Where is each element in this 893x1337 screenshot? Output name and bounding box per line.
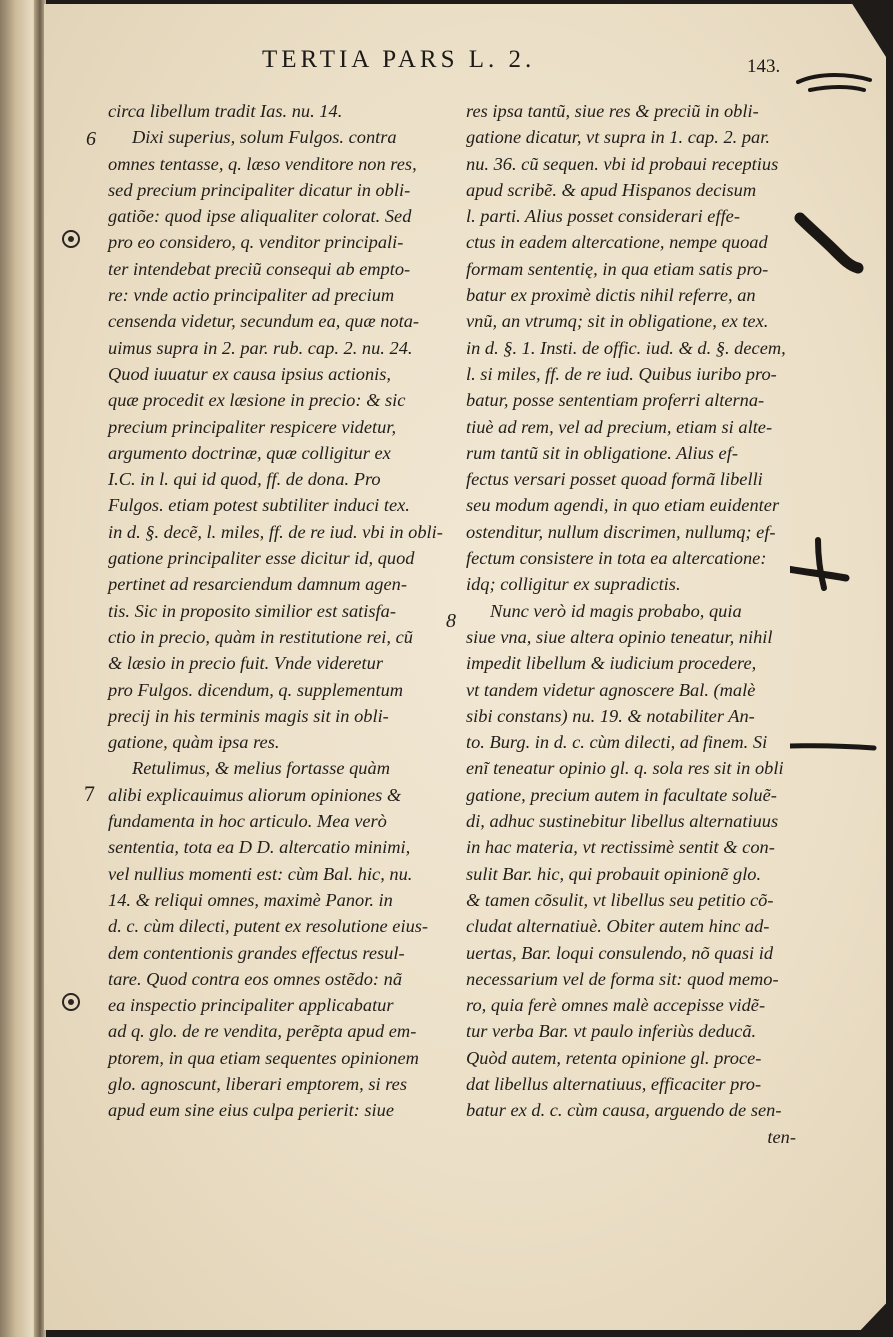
text-line: tare. Quod contra eos omnes ostẽdo: nã — [108, 968, 403, 989]
text-column-right — [466, 98, 796, 1150]
text-line: gatione dicatur, vt supra in 1. cap. 2. par. — [466, 127, 770, 148]
text-line: alibi explicauimus aliorum opiniones & — [108, 784, 402, 805]
text-line: l. parti. Alius posset considerari effe- — [466, 206, 740, 227]
text-line: dat libellus alternatiuus, efficaciter pro- — [466, 1073, 762, 1094]
text-line: fectum consistere in tota ea altercatione: — [466, 548, 767, 569]
text-line: fectus versari posset quoad formã libelli — [466, 469, 763, 490]
text-line: vt tandem videtur agnoscere Bal. (malè — [466, 679, 756, 700]
text-line: batur, posse sententiam proferri alterna- — [466, 390, 765, 411]
text-line: tis. Sic in proposito similior est satisfa- — [108, 600, 396, 621]
text-line: dem contentionis grandes effectus resul- — [108, 942, 405, 963]
circled-dot-marginal-mark — [62, 230, 80, 248]
text-line: circa libellum tradit Ias. nu. 14. — [108, 101, 343, 121]
text-line: in d. §. 1. Insti. de offic. iud. & d. §. decem, — [466, 337, 786, 358]
text-line: gatione, quàm ipsa res. — [108, 732, 280, 753]
text-line: ea inspectio principaliter applicabatur — [108, 995, 394, 1016]
text-line: in d. §. decẽ, l. miles, ff. de re iud. vbi in obli- — [108, 521, 443, 542]
text-line: Quòd autem, retenta opinione gl. proce- — [466, 1047, 762, 1068]
text-line: di, adhuc sustinebitur libellus alternatiuus — [466, 811, 779, 832]
text-line: l. si miles, ff. de re iud. Quibus iuribo pro- — [466, 363, 777, 384]
text-line: to. Burg. in d. c. cùm dilecti, ad finem. Si — [466, 732, 768, 753]
ink-marginal-marks — [790, 60, 893, 800]
text-line: tur verba Bar. vt paulo inferiùs deducã. — [466, 1021, 757, 1042]
text-line: censenda videtur, secundum ea, quæ nota- — [108, 311, 420, 332]
text-line: sibi constans) nu. 19. & notabiliter An- — [466, 705, 755, 726]
text-line: d. c. cùm dilecti, putent ex resolutione eius- — [108, 916, 429, 937]
text-line: ctus in eadem altercatione, nempe quoad — [466, 232, 768, 253]
text-line: ptorem, in qua etiam sequentes opinionem — [108, 1047, 419, 1068]
circled-dot-marginal-mark — [62, 993, 80, 1011]
text-line: Quod iuuatur ex causa ipsius actionis, — [108, 363, 391, 384]
text-line: rum tantũ sit in obligatione. Alius ef- — [466, 442, 738, 463]
text-line: seu modum agendi, in quo etiam euidenter — [466, 495, 780, 516]
text-line: vnũ, an vtrumq; sit in obligatione, ex tex. — [466, 311, 769, 332]
text-line: ad q. glo. de re vendita, perẽpta apud em- — [108, 1021, 417, 1042]
text-line: fundamenta in hoc articulo. Mea verò — [108, 811, 387, 832]
text-line: pertinet ad resarciendum damnum agen- — [108, 574, 407, 595]
text-line: res ipsa tantũ, siue res & preciũ in obli- — [466, 101, 759, 121]
text-line: Retulimus, & melius fortasse quàm — [132, 758, 390, 779]
text-line: ter intendebat preciũ consequi ab empto- — [108, 258, 411, 279]
text-line: tiuè ad rem, vel ad precium, etiam si alte- — [466, 416, 773, 437]
text-line: necessarium vel de forma sit: quod memo- — [466, 968, 779, 989]
text-line: glo. agnoscunt, liberari emptorem, si res — [108, 1073, 407, 1094]
text-line: batur ex proximè dictis nihil referre, an — [466, 285, 756, 306]
text-line: Fulgos. etiam potest subtiliter induci tex. — [108, 495, 410, 516]
text-line: cludat alternatiuè. Obiter autem hinc ad- — [466, 916, 770, 937]
text-line: gatiõe: quod ipse aliqualiter colorat. Sed — [108, 206, 412, 227]
text-line: pro eo considero, q. venditor principali- — [108, 232, 404, 253]
text-line: quæ procedit ex læsione in precio: & sic — [108, 390, 406, 411]
text-line: precij in his terminis magis sit in obli- — [108, 705, 389, 726]
page-number: 143. — [747, 56, 781, 77]
text-line: argumento doctrinæ, quæ colligitur ex — [108, 442, 391, 463]
text-line: batur ex d. c. cùm causa, arguendo de sen- — [466, 1100, 782, 1121]
text-line: ten- — [767, 1126, 796, 1147]
text-line: pro Fulgos. dicendum, q. supplementum — [108, 679, 404, 700]
text-line: 14. & reliqui omnes, maximè Panor. in — [108, 889, 393, 910]
text-line: impedit libellum & iudicium procedere, — [466, 653, 757, 674]
text-line: uertas, Bar. loqui consulendo, nõ quasi id — [466, 942, 774, 963]
text-line: gatione principaliter esse dicitur id, quod — [108, 548, 415, 569]
text-line: ro, quia ferè omnes malè accepisse vidẽ- — [466, 995, 766, 1016]
text-line: sed precium principaliter dicatur in obli- — [108, 179, 411, 200]
text-line: gatione, precium autem in facultate soluẽ- — [466, 784, 777, 805]
text-line: ctio in precio, quàm in restitutione rei, cũ — [108, 626, 413, 647]
text-line: nu. 36. cũ sequen. vbi id probaui receptius — [466, 153, 779, 174]
text-line: re: vnde actio principaliter ad precium — [108, 285, 395, 306]
text-line: Dixi superius, solum Fulgos. contra — [132, 127, 397, 148]
text-line: I.C. in l. qui id quod, ff. de dona. Pro — [108, 469, 381, 490]
text-line: uimus supra in 2. par. rub. cap. 2. nu. 24. — [108, 337, 413, 358]
text-line: siue vna, siue altera opinio teneatur, nihil — [466, 626, 773, 647]
text-line: apud scribẽ. & apud Hispanos decisum — [466, 179, 757, 200]
text-line: & tamen cõsulit, vt libellus seu petitio cõ- — [466, 889, 774, 910]
text-line: Nunc verò id magis probabo, quia — [490, 600, 742, 621]
text-column-left — [108, 98, 443, 1124]
margin-number-8: 8 — [446, 610, 456, 632]
text-line: sententia, tota ea D D. altercatio minimi, — [108, 837, 411, 858]
text-line: enĩ teneatur opinio gl. q. sola res sit in obli — [466, 758, 784, 779]
text-line: idq; colligitur ex supradictis. — [466, 574, 681, 595]
text-line: in hac materia, vt rectissimè sentit & con- — [466, 837, 775, 858]
text-line: sulit Bar. hic, qui probauit opinionẽ glo. — [466, 863, 762, 884]
text-line: vel nullius momenti est: cùm Bal. hic, nu. — [108, 863, 413, 884]
text-line: precium principaliter respicere videtur, — [108, 416, 397, 437]
text-line: omnes tentasse, q. læso venditore non res, — [108, 153, 417, 174]
text-line: ostenditur, nullum discrimen, nullumq; ef- — [466, 521, 776, 542]
margin-number-7: 7 — [84, 781, 95, 806]
text-line: formam sententię, in qua etiam satis pro- — [466, 258, 769, 279]
margin-number-6: 6 — [86, 128, 96, 150]
text-line: apud eum sine eius culpa perierit: siue — [108, 1100, 395, 1121]
running-title: TERTIA PARS L. 2. — [262, 46, 536, 73]
text-line: & læsio in precio fuit. Vnde videretur — [108, 653, 383, 674]
